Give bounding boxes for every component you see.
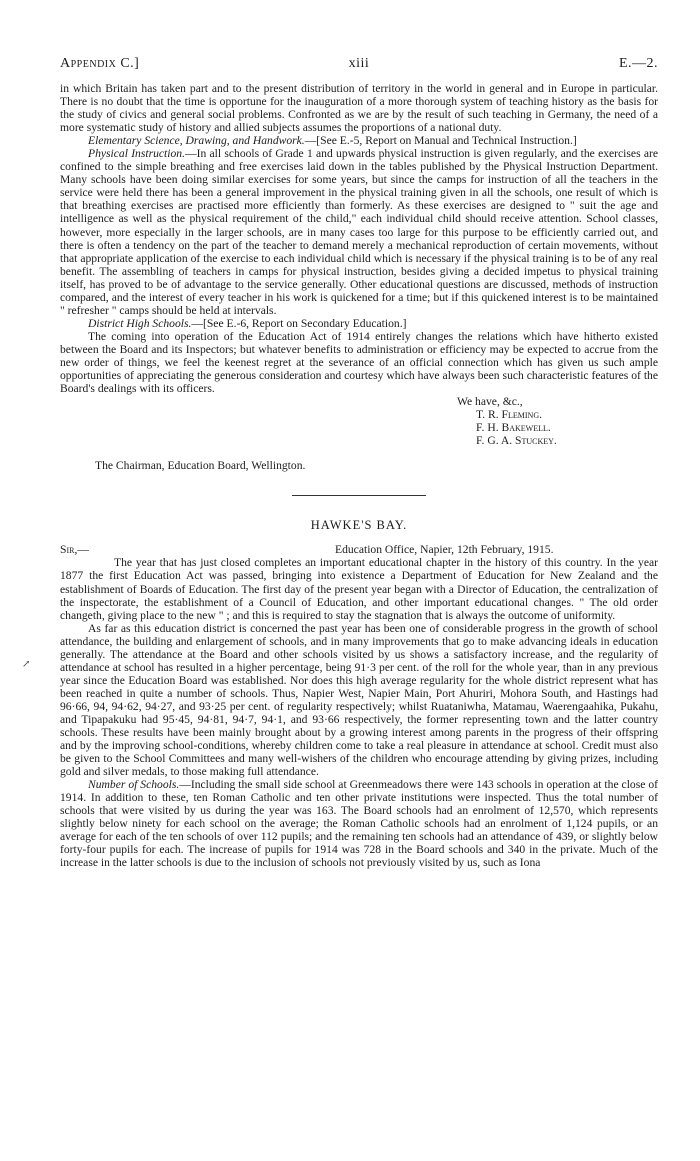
letter-opening: [60, 543, 658, 556]
margin-mark: ↗: [22, 659, 31, 670]
signature-block: [60, 395, 658, 447]
number-of-schools-paragraph: [60, 778, 658, 869]
signatory-3: F. G. A. Stuckey.: [476, 434, 557, 448]
dateline: Education Office, Napier, 12th February, 1915.: [335, 543, 554, 557]
header-appendix: Appendix C.]: [60, 56, 140, 71]
section-title: HAWKE'S BAY.: [310, 518, 408, 533]
elementary-science-heading: Elementary Science, Drawing, and Handwork.: [88, 134, 305, 148]
physical-instruction-heading: Physical Instruction.: [88, 147, 185, 161]
attendance-paragraph: As far as this education district is concerned the past year has been one of considerable progress in the growth of school attendance, the building and enlargement of schools, and in many improvements that go to make advancing ideals in education generally. The attendance at the Board and other schools visited by us shows a satisfactory increase, and the regularity of attendance at school has resulted in a higher percentage, being 91·3 per cent. of the roll for the whole year, than in any previous year since the Education Board was established. Nor does this high average regularity for the whole district represent what has been reached in quite a number of schools. Thus, Napier West, Napier Main, Port Ahuriri, Mohora South, and Hastings had 96·66, 94, 94·62, 94·27, and 93·25 per cent. of regularity respectively; whilst Ruataniwha, Matamau, Waerengaahika, Pukahu, and Tipapakuku had 95·45, 94·81, 94·7, 94·1, and 93·66 respectively, the former representing town and the latter country schools. These results have been mainly brought about by a growing interest among parents in the progress of their offspring and by the improving school-conditions, whereby children come to take a real pleasure in attendance at school. Credit must also be given to the School Committees and many well-wishers of the children who encourage attending by giving prizes, including gold and silver medals, to those making full attendance.: [60, 621, 658, 779]
running-header: [60, 56, 658, 76]
elementary-science-text: —[See E.-5, Report on Manual and Technical Instruction.]: [304, 134, 577, 148]
physical-instruction-text: —In all schools of Grade 1 and upwards physical instruction is given regularly, and the exercises are confined to the simple breathing and free exercises laid down in the tables published by the Physical Instruction Department. Many schools have been doing similar exercises for some years, but since the camps for instruction of all the teachers in the service were held there has been a general improvement in the physical training given in all the schools, one result of which is that breathing exercises are practised more efficiently than formerly. As these exercises are designed to " suit the age and intelligence as well as the physical requirement of the child," each individual child should receive attention. School classes, however, more especially in the larger schools, are in many cases too large for this purpose to be efficiently carried out, and there is often a tendency on the part of the teacher to demand merely a mechanical reproduction of certain movements, without that appropriate application of the exercise to each individual child which is necessary if the physical training is to be of any real benefit. The assembling of teachers in camps for physical instruction, besides giving a decided impetus to physical training itself, has proved to be of advantage to the service generally. Other educational questions are discussed, methods of instruction compared, and the interest of every teacher in his work is quickened for a time; but if this quickened interest is to be maintained " refresher " camps should be held at intervals.: [60, 147, 658, 317]
header-report-code: E.—2.: [618, 56, 658, 71]
signatory-2: F. H. Bakewell.: [476, 421, 551, 435]
history-paragraph: in which Britain has taken part and to the present distribution of territory in the world in general and in Europe in particular. There is no doubt that the time is opportune for the inauguration of a more thorough system of teaching history as the basis for the study of civics and general social problems. Confronted as we are by the result of such teaching in Germany, the need of a more systematic study of history and allied subjects assumes the proportions of a national duty.: [60, 82, 658, 135]
district-high-schools-heading: District High Schools.: [88, 316, 192, 330]
number-of-schools-text: —Including the small side school at Greenmeadows there were 143 schools in operation at the close of 1914. In addition to these, ten Roman Catholic and ten other private institutions were inspected. Thus the total number of schools that were visited by us during the year was 163. The Board schools had an enrolment of 12,570, which represents slightly below ninety for each school on the average; the Roman Catholic schools had an enrolment of 1,124 pupils, or an average for each of the ten schools of over 112 pupils; and the remaining ten schools had an attendance of 439, or slightly below forty-four pupils for each. The increase of pupils for 1914 was 728 in the Board schools and 340 in the private. Much of the increase in the latter schools is due to the inclusion of schools not previously visited by us, such as Iona: [60, 778, 658, 870]
district-high-schools-paragraph: [60, 317, 658, 330]
section-divider: [292, 495, 426, 496]
header-page-number: xiii: [348, 56, 370, 71]
physical-instruction-paragraph: [60, 147, 658, 317]
document-page: [60, 56, 658, 870]
sign-off: We have, &c.,: [457, 395, 523, 409]
district-high-schools-text: —[See E.-6, Report on Secondary Education.]: [191, 316, 407, 330]
education-act-paragraph: The coming into operation of the Education Act of 1914 entirely changes the relations which have hitherto existed between the Board and its Inspectors; but whatever benefits to administration or efficiency may be expected to accrue from the new order of things, we feel the keenest regret at the severance of an official connection which has given us such ample opportunities of appreciating the generous consideration and courtesy which have always been such characteristic features of the Board's dealings with its officers.: [60, 329, 658, 396]
salutation: Sir,—: [60, 543, 89, 557]
elementary-science-paragraph: [60, 134, 658, 147]
history-chapter-paragraph: The year that has just closed completes an important educational chapter in the history of this country. In the year 1877 the first Education Act was passed, bringing into existence a Department of Education for New Zealand and the establishment of Boards of Education. The first day of the present year began with a Director of Education, the centralization of the inspectorate, the establishment of a Council of Education, and other important educational changes. " The old order changeth, giving place to the new " ; and this is required to stay the stagnation that is always the outcome of uniformity.: [60, 556, 658, 622]
signatory-1: T. R. Fleming.: [476, 408, 542, 422]
addressee: The Chairman, Education Board, Wellington.: [95, 459, 306, 473]
number-of-schools-heading: Number of Schools.: [88, 778, 180, 792]
